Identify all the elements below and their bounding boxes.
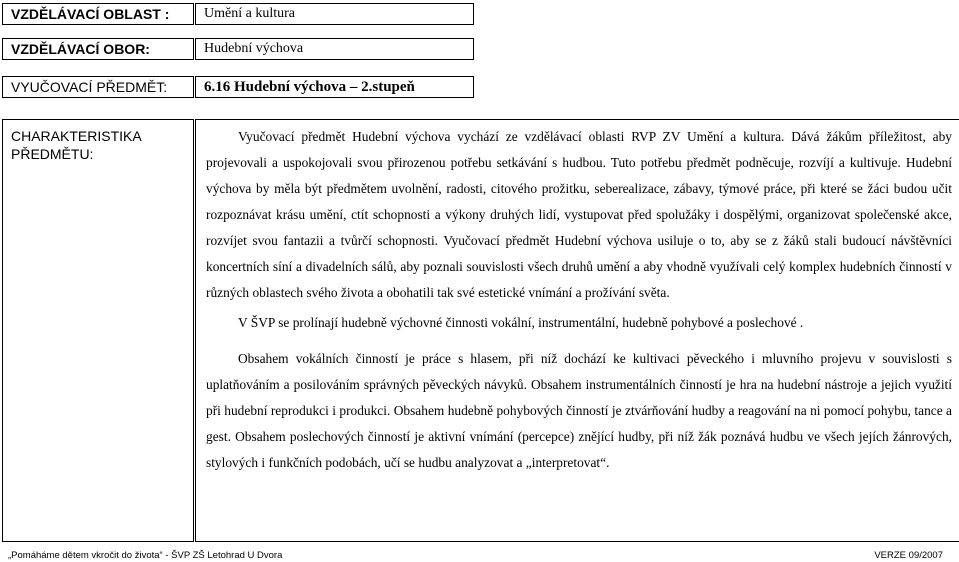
subject-label: VYUČOVACÍ PŘEDMĚT: [11,79,168,95]
subject-label-cell [2,76,194,98]
area-value-cell [195,3,474,25]
field-value-cell [195,38,474,60]
paragraph-activities: V ŠVP se prolínají hudebně výchovné činnosti vokální, instrumentální, hudebně pohybové a poslechové . [238,315,804,330]
subject-value: 6.16 Hudební výchova – 2.stupeň [204,79,415,95]
characteristics-label: CHARAKTERISTIKA PŘEDMĚTU: [11,128,141,162]
footer-program-title: „Pomáháme dětem vkročit do života“ - ŠVP ZŠ Letohrad U Dvora [8,550,283,561]
characteristics-text-cell [195,119,959,542]
paragraph-content: Obsahem vokálních činností je práce s hlasem, při níž dochází ke kultivaci pěveckého i mluvního projevu v souvislosti s uplatňováním a posilováním správných pěveckých návyků. Obsahem instrumentálních činností je hra na hudební nástroje a jejich využití při hudební reprodukci i produkci. Obsahem hudebně pohybových činností je ztvárňování hudby a reagování na ni pomocí pohybu, tance a gest. Obsahem poslechových činností je aktivní vnímání (percepce) znějící hudby, při níž žák poznává hudbu ve všech jejích žánrových, stylových i funkčních podobách, učí se hudbu analyzovat a „interpretovat“. [206,351,952,470]
field-label-cell [2,38,194,60]
characteristics-body [206,124,952,476]
subject-value-cell [195,76,474,98]
field-label: VZDĚLÁVACÍ OBOR: [11,41,150,57]
paragraph-intro: Vyučovací předmět Hudební výchova vychází ze vzdělávací oblasti RVP ZV Umění a kultura. Dává žákům příležitost, aby projevovali a uspokojovali svou přirozenou potřebu setkávání s hudbou. Tuto potřebu předmět podněcuje, rozvíjí a kultivuje. Hudební výchova by měla být předmětem uvolnění, radosti, citového prožitku, seberealizace, zábavy, týmové práce, při které se žáci budou učit rozpoznávat krásu umění, ctít schopnosti a výkony druhých lidí, vystupovat před spolužáky i dospělými, organizovat společenské akce, rozvíjet svou fantazii a tvůrčí schopnosti. Vyučovací předmět Hudební výchova usiluje o to, aby se z žáků stali budoucí návštěvníci koncertních síní a divadelních sálů, aby poznali souvislosti všech druhů umění a aby vhodně využívali celý komplex hudebních činností v různých oblastech svého života a obohatili tak své estetické vnímání a prožívání světa. [206,129,952,300]
characteristics-label-cell [2,119,194,542]
field-value: Hudební výchova [204,41,304,56]
area-label: VZDĚLÁVACÍ OBLAST : [11,6,170,22]
footer-version: VERZE 09/2007 [874,550,943,561]
area-value: Umění a kultura [204,6,295,21]
area-label-cell [2,3,194,25]
